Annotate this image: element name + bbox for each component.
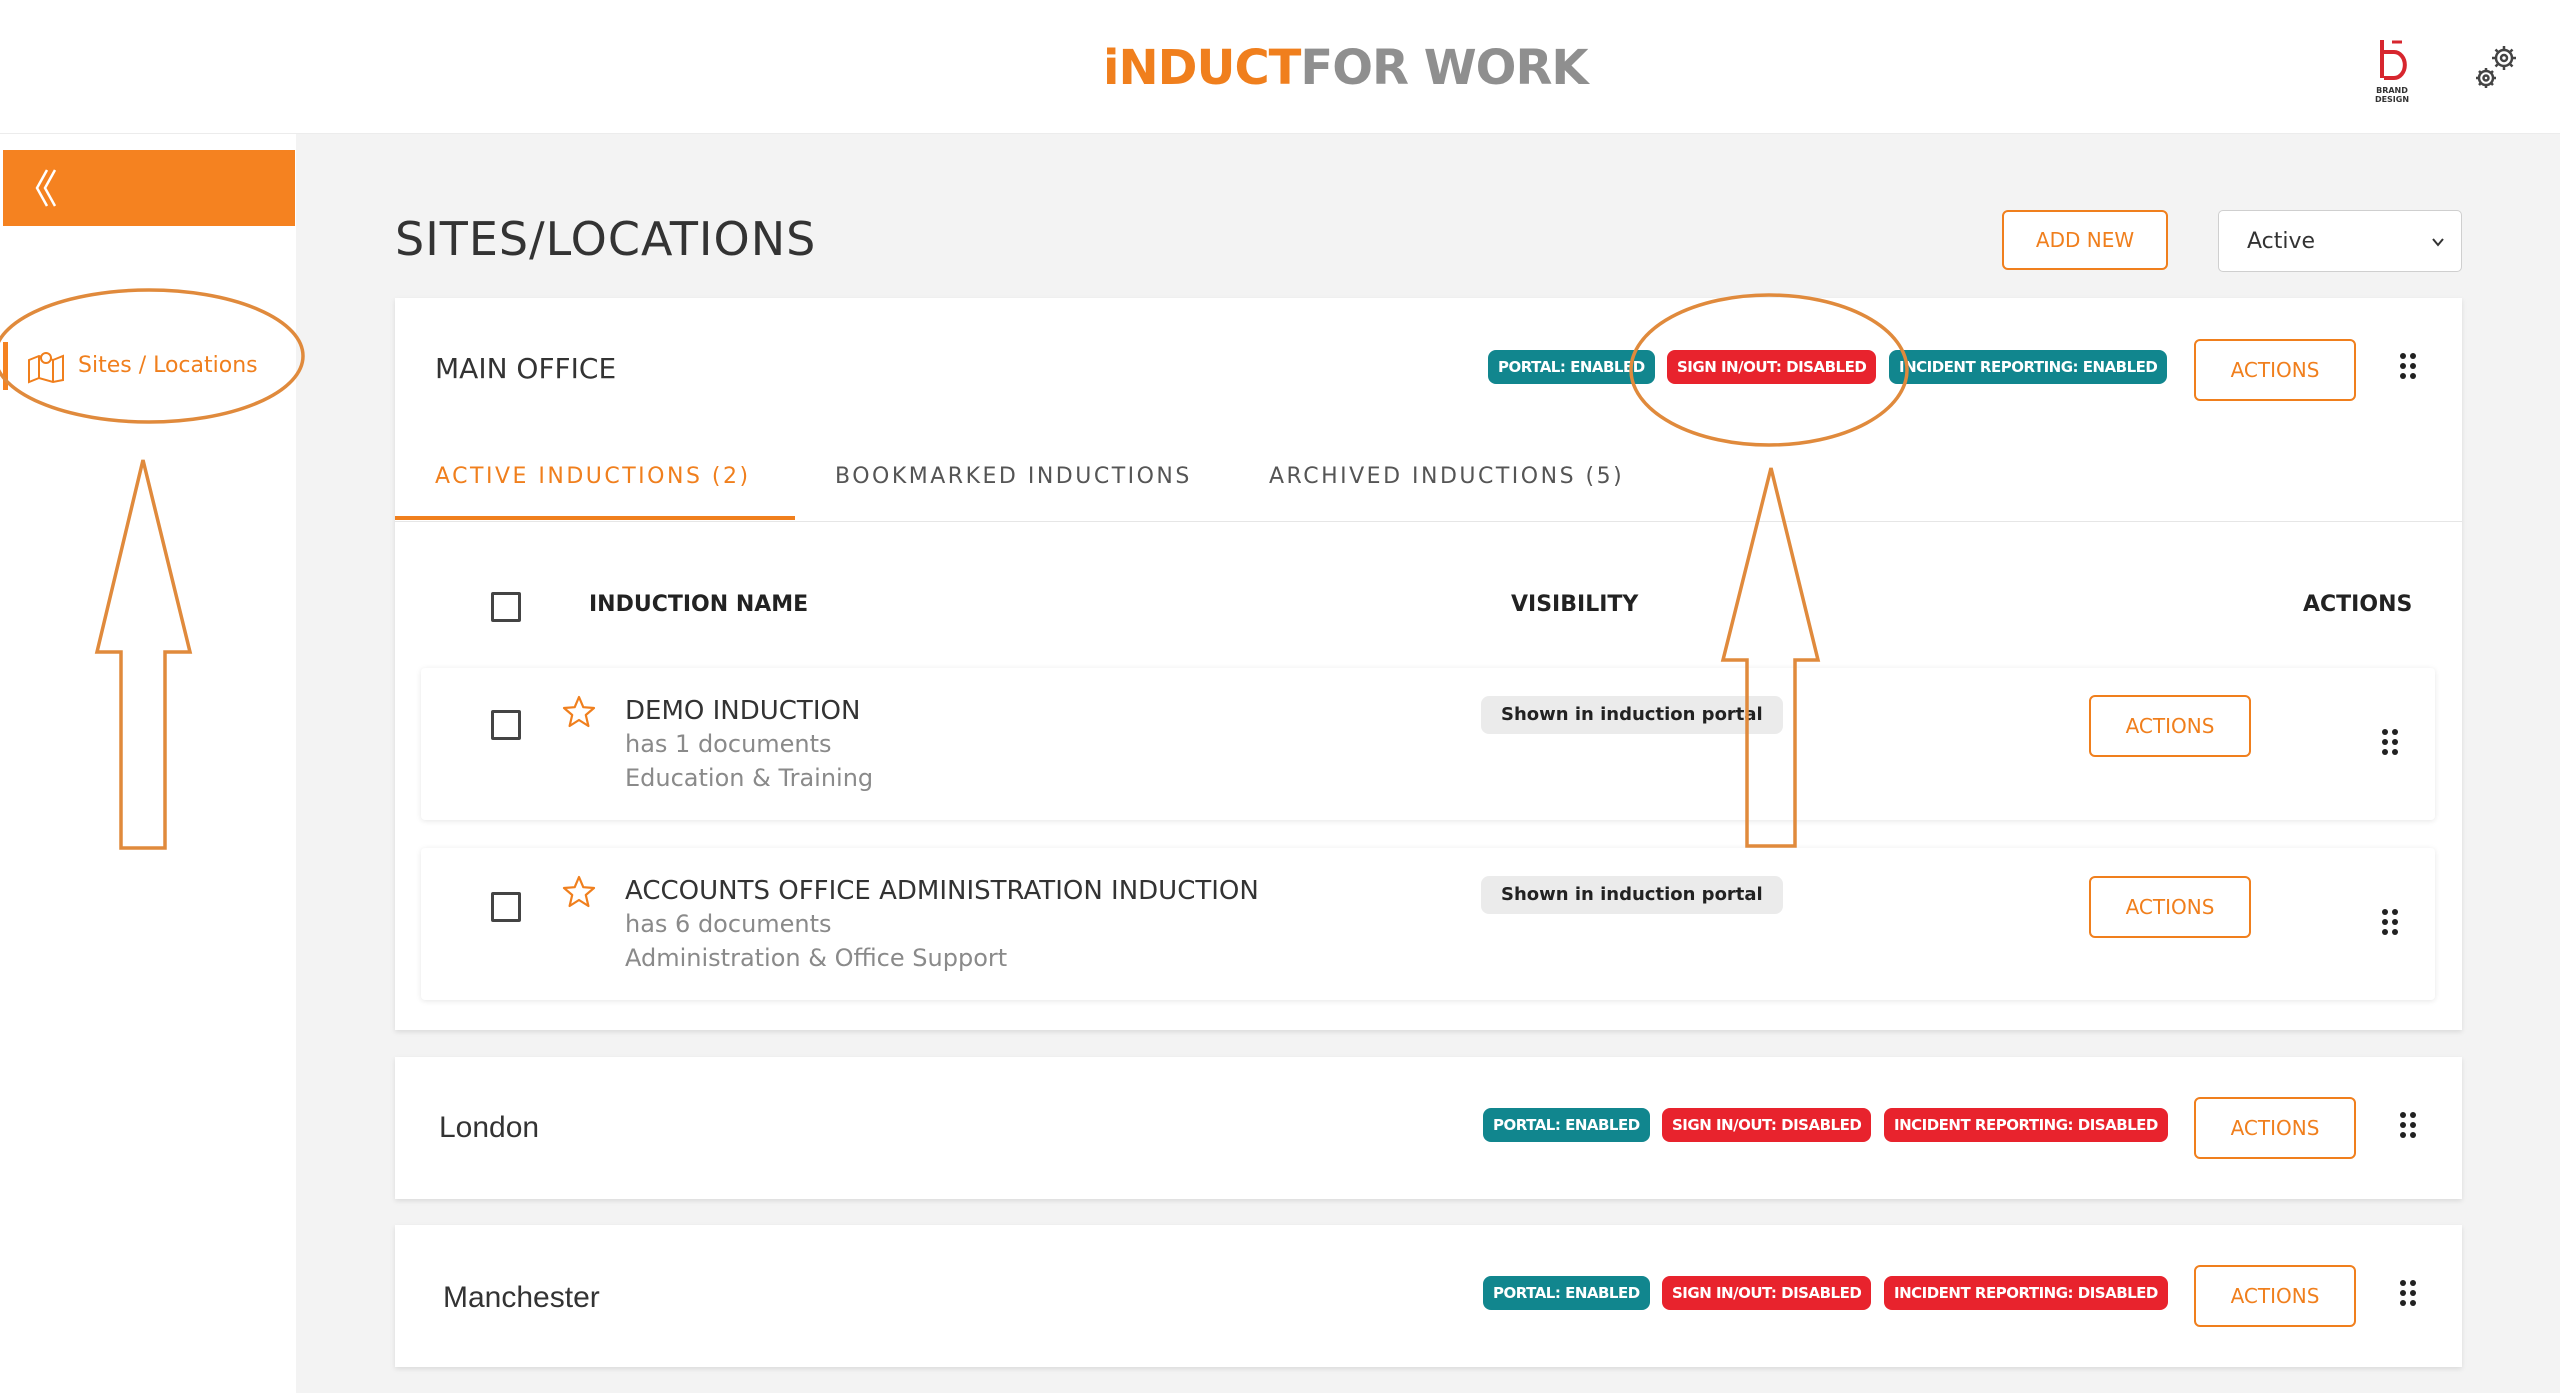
induction-name[interactable]: DEMO INDUCTION (625, 696, 861, 726)
column-header-induction-name[interactable]: INDUCTION NAME (589, 592, 809, 617)
status-filter-value: Active (2247, 229, 2316, 254)
brand-design-mark-icon (2378, 38, 2408, 82)
site-actions-button[interactable]: ACTIONS (2194, 339, 2356, 401)
drag-handle-icon[interactable] (2399, 1279, 2417, 1307)
add-new-button[interactable]: ADD NEW (2002, 210, 2168, 270)
site-card-london[interactable] (395, 1057, 2462, 1199)
tab-archived-inductions[interactable]: ARCHIVED INDUCTIONS (5) (1269, 464, 1625, 489)
brand-design-logo[interactable] (2360, 38, 2424, 104)
map-icon (26, 348, 66, 384)
induction-tabs (395, 438, 2462, 522)
select-all-checkbox[interactable] (491, 592, 521, 622)
induction-actions-button[interactable]: ACTIONS (2089, 695, 2251, 757)
active-indicator (3, 342, 8, 390)
sidebar-collapse-button[interactable] (3, 150, 295, 226)
top-header (0, 0, 2560, 134)
visibility-badge: Shown in induction portal (1481, 876, 1783, 914)
row-checkbox[interactable] (491, 892, 521, 922)
brand-design-text: BRAND DESIGN (2374, 86, 2410, 104)
induction-documents-count: has 6 documents (625, 910, 832, 938)
drag-handle-icon[interactable] (2399, 352, 2417, 380)
sidebar (0, 134, 296, 1393)
tab-bookmarked-inductions[interactable]: BOOKMARKED INDUCTIONS (835, 464, 1192, 489)
site-name: Manchester (443, 1281, 600, 1314)
drag-handle-icon[interactable] (2381, 728, 2399, 756)
induction-row[interactable] (421, 848, 2435, 1000)
sign-in-out-status-badge: SIGN IN/OUT: DISABLED (1667, 350, 1876, 384)
visibility-badge: Shown in induction portal (1481, 696, 1783, 734)
logo-induct-text: iNDUCT (1103, 40, 1301, 96)
portal-status-badge: PORTAL: ENABLED (1483, 1276, 1650, 1310)
page-title: SITES/LOCATIONS (395, 212, 817, 266)
sign-in-out-status-badge: SIGN IN/OUT: DISABLED (1662, 1108, 1871, 1142)
status-filter-select[interactable] (2218, 210, 2462, 272)
site-card-manchester[interactable] (395, 1225, 2462, 1367)
induction-category: Administration & Office Support (625, 944, 1008, 972)
site-actions-button[interactable]: ACTIONS (2194, 1265, 2356, 1327)
double-chevron-left-icon (33, 166, 61, 210)
bookmark-star-icon[interactable] (561, 694, 597, 730)
induction-documents-count: has 1 documents (625, 730, 832, 758)
bookmark-star-icon[interactable] (561, 874, 597, 910)
column-header-actions: ACTIONS (2303, 592, 2413, 617)
induction-actions-button[interactable]: ACTIONS (2089, 876, 2251, 938)
logo-for-work-text: FOR WORK (1300, 40, 1588, 96)
active-tab-underline (395, 516, 795, 520)
site-name: MAIN OFFICE (435, 352, 617, 385)
induction-row[interactable] (421, 668, 2435, 820)
drag-handle-icon[interactable] (2399, 1111, 2417, 1139)
site-card-main-office (395, 298, 2462, 1030)
site-name: London (439, 1111, 540, 1144)
sidebar-item-sites-locations[interactable] (0, 330, 296, 400)
chevron-down-icon (2431, 235, 2445, 249)
incident-reporting-status-badge: INCIDENT REPORTING: DISABLED (1884, 1108, 2168, 1142)
drag-handle-icon[interactable] (2381, 908, 2399, 936)
incident-reporting-status-badge: INCIDENT REPORTING: DISABLED (1884, 1276, 2168, 1310)
portal-status-badge: PORTAL: ENABLED (1483, 1108, 1650, 1142)
sidebar-item-label: Sites / Locations (78, 353, 258, 378)
incident-reporting-status-badge: INCIDENT REPORTING: ENABLED (1889, 350, 2167, 384)
tab-active-inductions[interactable]: ACTIVE INDUCTIONS (2) (435, 464, 751, 489)
induction-category: Education & Training (625, 764, 874, 792)
row-checkbox[interactable] (491, 710, 521, 740)
sign-in-out-status-badge: SIGN IN/OUT: DISABLED (1662, 1276, 1871, 1310)
site-actions-button[interactable]: ACTIONS (2194, 1097, 2356, 1159)
induction-name[interactable]: ACCOUNTS OFFICE ADMINISTRATION INDUCTION (625, 876, 1259, 906)
app-logo[interactable] (1103, 40, 1588, 96)
settings-gear-icon[interactable] (2470, 40, 2526, 96)
portal-status-badge: PORTAL: ENABLED (1488, 350, 1655, 384)
site-card-header[interactable] (395, 298, 2462, 438)
column-header-visibility[interactable]: VISIBILITY (1511, 592, 1639, 617)
